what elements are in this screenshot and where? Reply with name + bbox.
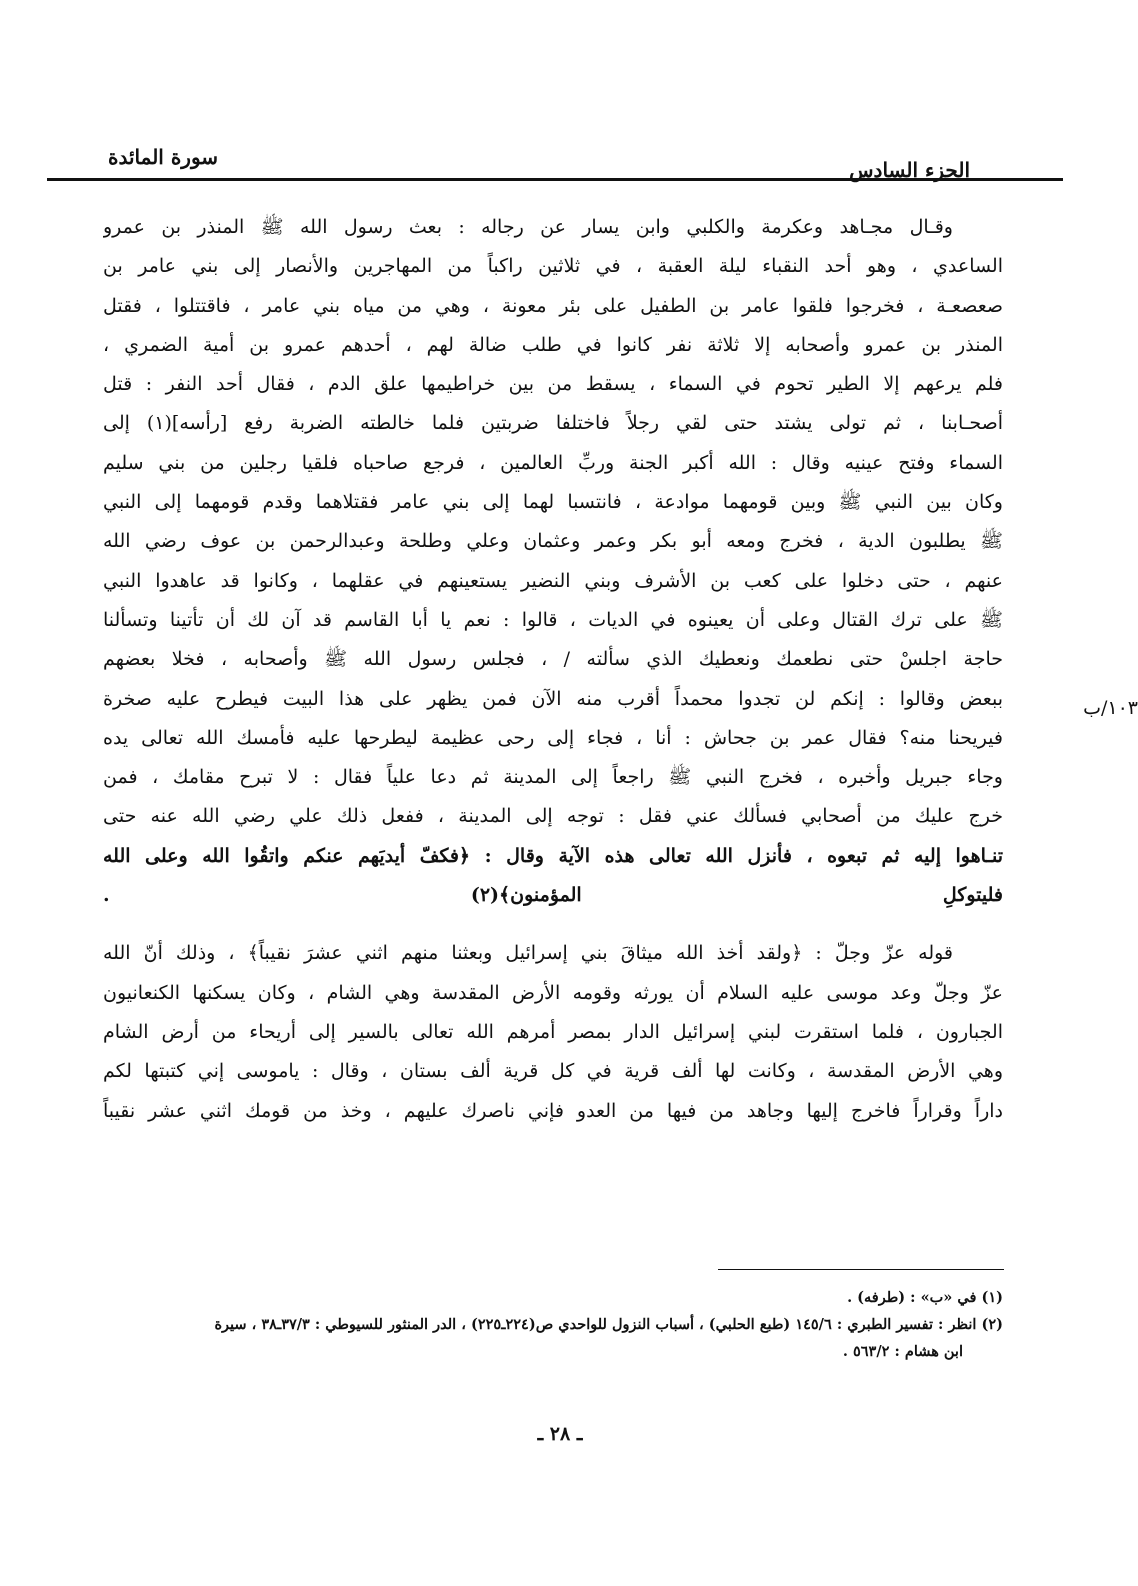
footnotes xyxy=(103,1284,1003,1365)
text-line: داراً وقراراً فاخرج إليها وجاهد من فيها من العدو فإني ناصرك عليهم ، وخذ من قومك اثني عشر نقيباً xyxy=(103,1099,1003,1122)
text-line: فيريحنا منه؟ فقال عمر بن جحاش : أنا ، فجاء إلى رحى عظيمة ليطرحها عليه فأمسك الله تعالى يده xyxy=(103,726,1003,749)
footnote-2-continuation: ابن هشام : ٥٦٣/٢ . xyxy=(842,1343,963,1360)
paragraph-2 xyxy=(103,934,1003,1130)
footnote-1: (١) في «ب» : (طرفه) . xyxy=(847,1289,1003,1306)
text-line-quran: تنـاهوا إليه ثم تبعوه ، فأنزل الله تعالى هذه الآية وقال : ﴿فكفّ أيديَهم عنكم واتقُوا الله وعلى الله xyxy=(103,844,1003,867)
running-header-part: الجزء السادس xyxy=(849,158,970,182)
text-line-quran-end: فليتوكلِ المؤمنون﴾(٢) . xyxy=(103,884,1003,907)
text-line: عنهم ، حتى دخلوا على كعب بن الأشرف وبني النضير يستعينهم في عقلهما ، وكانوا قد عاهدوا النبي xyxy=(103,569,1003,592)
text-line: وجاء جبريل وأخبره ، فخرج النبي ﷺ راجعاً إلى المدينة ثم دعا علياً فقال : لا تبرح مقامك ، فمن xyxy=(103,766,1003,789)
text-line: حاجة اجلسْ حتى نطعمك ونعطيك الذي سألته / ، فجلس رسول الله ﷺ وأصحابه ، فخلا بعضهم xyxy=(103,648,1003,671)
header-rule xyxy=(47,178,1063,181)
text-line: ﷺ على ترك القتال وعلى أن يعينوه في الديات ، قالوا : نعم يا أبا القاسم قد آن لك أن تأتينا وتسألنا xyxy=(103,608,1003,631)
text-line: فلم يرعهم إلا الطير تحوم في السماء ، يسقط من بين خراطيمها علق الدم ، فقال أحد النفر : قتل xyxy=(103,373,1003,396)
footnote-rule xyxy=(718,1269,1004,1270)
footnote-2: (٢) انظر : تفسير الطبري : ١٤٥/٦ (طبع الحلبي) ، أسباب النزول للواحدي ص(٢٢٤ـ٢٢٥) ، الدر المنثور للسيوطي : ٣٧/٣ـ٣٨ ، سيرة xyxy=(214,1316,1003,1333)
text-line: قوله عزّ وجلّ : ﴿ولقد أخذ الله ميثاقَ بني إسرائيل وبعثنا منهم اثني عشرَ نقيباً﴾ ، وذلك أنّ الله xyxy=(103,942,953,965)
text-line: ببعض وقالوا : إنكم لن تجدوا محمداً أقرب منه الآن فمن يظهر على هذا البيت فيطرح عليه صخرة xyxy=(103,687,1003,710)
text-line: السماء وفتح عينيه وقال : الله أكبر الجنة وربِّ العالمين ، فرجع صاحباه فلقيا رجلين من بني سليم xyxy=(103,451,1003,474)
margin-manuscript-note: ١٠٣/ب xyxy=(1083,697,1138,719)
page-number: ـ ٢٨ ـ xyxy=(537,1423,583,1445)
text-line: الساعدي ، وهو أحد النقباء ليلة العقبة ، في ثلاثين راكباً من المهاجرين والأنصار إلى بني عامر بن xyxy=(103,255,1003,278)
text-line: الجبارون ، فلما استقرت لبني إسرائيل الدار بمصر أمرهم الله تعالى بالسير إلى أريحاء من أرض الشام xyxy=(103,1020,1003,1043)
text-line: عزّ وجلّ وعد موسى عليه السلام أن يورثه وقومه الأرض المقدسة وهي الشام ، وكان يسكنها الكنعانيون xyxy=(103,981,1003,1004)
text-line: صعصعـة ، فخرجوا فلقوا عامر بن الطفيل على بئر معونة ، وهي من مياه بني عامر ، فاقتتلوا ، فقتل xyxy=(103,294,1003,317)
text-line: ﷺ يطلبون الدية ، فخرج ومعه أبو بكر وعمر وعثمان وعلي وطلحة وعبدالرحمن بن عوف رضي الله xyxy=(103,530,1003,553)
paragraph-1 xyxy=(103,208,1003,915)
text-line: أصحـابنا ، ثم تولى يشتد حتى لقي رجلاً فاختلفا ضربتين فلما خالطته الضربة رفع [رأسه](١) إلى xyxy=(103,412,1003,435)
text-line: وهي الأرض المقدسة ، وكانت لها ألف قرية في كل قرية ألف بستان ، وقال : ياموسى إني كتبتها لكم xyxy=(103,1060,1003,1083)
main-text xyxy=(103,208,1003,1131)
text-line: وكان بين النبي ﷺ وبين قومهما موادعة ، فانتسبا لهما إلى بني عامر فقتلاهما وقدم قومهما إلى النبي xyxy=(103,491,1003,514)
text-line: المنذر بن عمرو وأصحابه إلا ثلاثة نفر كانوا في طلب ضالة لهم ، أحدهم عمرو بن أمية الضمري ، xyxy=(103,333,1003,356)
running-header-surah: سورة المائدة xyxy=(108,145,219,169)
text-line: خرج عليك من أصحابي فسألك عني فقل : توجه إلى المدينة ، ففعل ذلك علي رضي الله عنه حتى xyxy=(103,805,1003,828)
text-line: وقـال مجـاهد وعكرمة والكلبي وابن يسار عن رجاله : بعث رسول الله ﷺ المنذر بن عمرو xyxy=(103,216,953,238)
